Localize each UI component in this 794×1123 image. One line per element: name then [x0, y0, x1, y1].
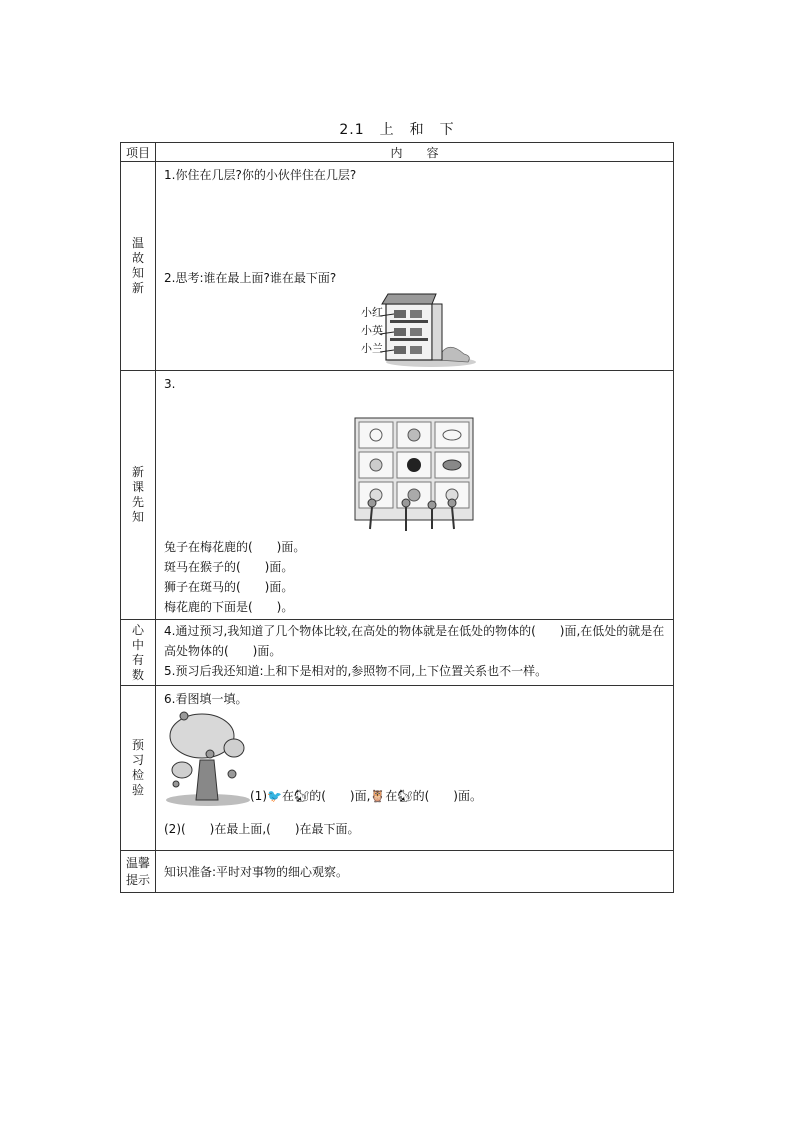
animal-grid-illustration [354, 417, 476, 535]
cell-tip [156, 851, 674, 893]
name-label-2: 小英 [361, 324, 383, 337]
position-line-3: 狮子在斑马的( )面。 [164, 580, 294, 594]
label-new [121, 371, 156, 620]
page-title: 2.1 上 和 下 [339, 122, 455, 138]
squirrel-icon: 🐿 [293, 789, 310, 803]
owl-icon: 🦉 [370, 789, 386, 803]
position-line-1: 兔子在梅花鹿的( )面。 [164, 540, 306, 554]
part-1-blank-2: 的( )面。 [412, 789, 482, 803]
part-1-prefix: (1) [250, 789, 267, 803]
cell-mind [156, 620, 674, 686]
question-6-part-2: (2)( )在最上面,( )在最下面。 [164, 822, 360, 836]
question-6: 6.看图填一填。 [164, 692, 248, 706]
squirrel-icon: 🐿 [397, 789, 413, 803]
question-2: 2.思考:谁在最上面?谁在最下面? [164, 271, 337, 285]
row-check [121, 686, 674, 851]
row-review [121, 162, 674, 371]
row-new [121, 371, 674, 620]
label-check-text: 预习检验 [131, 738, 144, 797]
tree-illustration [162, 708, 254, 808]
question-5: 5.预习后我还知道:上和下是相对的,参照物不同,上下位置关系也不一样。 [164, 664, 548, 678]
header-content: 内 容 [156, 143, 674, 162]
name-label-3: 小兰 [361, 342, 383, 355]
row-tip [121, 851, 674, 893]
position-line-2: 斑马在猴子的( )面。 [164, 560, 294, 574]
table-header-row [121, 143, 674, 162]
label-review [121, 162, 156, 371]
position-questions [164, 537, 305, 617]
question-3: 3. [164, 377, 176, 391]
label-review-text: 温故知新 [131, 236, 144, 295]
label-mind [121, 620, 156, 686]
bird-icon: 🐦 [267, 789, 282, 803]
position-line-4: 梅花鹿的下面是( )。 [164, 600, 294, 614]
building-name-labels [361, 304, 383, 358]
label-tip-text: 温馨提示 [125, 855, 150, 887]
label-check [121, 686, 156, 851]
worksheet-table [120, 142, 674, 893]
row-mind [121, 620, 674, 686]
label-new-text: 新课先知 [131, 465, 144, 524]
cell-check [156, 686, 674, 851]
label-tip [121, 851, 156, 893]
cell-review [156, 162, 674, 371]
part-1-in: 在 [281, 789, 294, 803]
tip-text: 知识准备:平时对事物的细心观察。 [164, 864, 349, 879]
question-1: 1.你住在几层?你的小伙伴住在几层? [164, 168, 357, 182]
question-4: 4.通过预习,我知道了几个物体比较,在高处的物体就是在低处的物体的( )面,在低处的就是在高处物体的( )面。 [164, 624, 665, 658]
cell-new [156, 371, 674, 620]
part-1-blank: 的( )面, [309, 789, 371, 803]
label-mind-text: 心中有数 [131, 622, 144, 682]
question-6-part-1 [250, 786, 482, 806]
header-item: 项目 [121, 143, 156, 162]
name-label-1: 小红 [361, 306, 383, 319]
part-1-in-2: 在 [385, 789, 398, 803]
